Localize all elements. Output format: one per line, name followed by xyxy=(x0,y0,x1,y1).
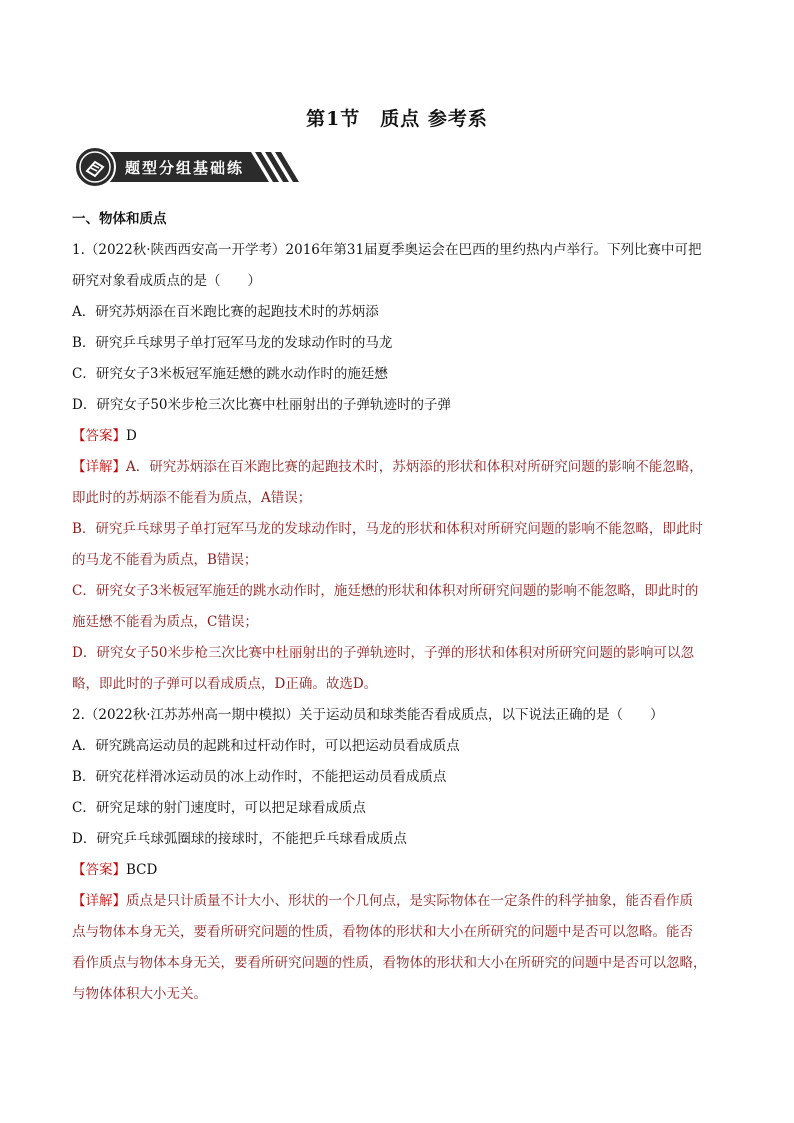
option-c: C．研究足球的射门速度时，可以把足球看成质点 xyxy=(72,800,366,816)
banner-label: 题型分组基础练 xyxy=(125,159,245,177)
detail-line: 看作质点与物体本身无关，要看所研究问题的性质，看物体的形状和大小在所研究的问题中是否可以忽略， xyxy=(72,955,707,971)
detail-line: 【详解】质点是只计质量不计大小、形状的一个几何点，是实际物体在一定条件的科学抽象，能否看作质 xyxy=(72,893,693,909)
document-body xyxy=(72,204,732,1010)
detail-line: 即此时的苏炳添不能看为质点，A错误； xyxy=(72,490,312,506)
option-c: C．研究女子3米板冠军施廷懋的跳水动作时的施廷懋 xyxy=(72,366,388,382)
option-a: A．研究苏炳添在百米跑比赛的起跑技术时的苏炳添 xyxy=(72,304,379,320)
question-2 xyxy=(72,700,732,1010)
detail-line: 的马龙不能看为质点，B错误； xyxy=(72,552,258,568)
answer-line xyxy=(72,855,732,886)
question-1 xyxy=(72,235,732,700)
option-b: B．研究花样滑冰运动员的冰上动作时，不能把运动员看成质点 xyxy=(72,769,447,785)
section-banner xyxy=(73,146,303,188)
detail-line: D．研究女子50米步枪三次比赛中杜丽射出的子弹轨迹时，子弹的形状和体积对所研究问题的影响可以忽 xyxy=(72,645,695,661)
detail-line: 略，即此时的子弹可以看成质点，D正确。故选D。 xyxy=(72,676,378,692)
answer-value: D xyxy=(126,428,137,444)
answer-line xyxy=(72,421,732,452)
answer-tag: 【答案】 xyxy=(72,428,126,444)
detail-line: 点与物体本身无关，要看所研究问题的性质，看物体的形状和大小在所研究的问题中是否可以忽略。能否 xyxy=(72,924,693,940)
detail-line: B．研究乒乓球男子单打冠军马龙的发球动作时，马龙的形状和体积对所研究问题的影响不能忽略，即此时 xyxy=(72,521,703,537)
page-title: 第1节 质点 参考系 xyxy=(306,108,488,130)
detail-line: 与物体体积大小无关。 xyxy=(72,986,207,1002)
option-b: B．研究乒乓球男子单打冠军马龙的发球动作时的马龙 xyxy=(72,335,393,351)
detail-tag: 【详解】 xyxy=(72,893,126,909)
question-stem: 1.（2022秋·陕西西安高一开学考）2016年第31届夏季奥运会在巴西的里约热内卢举行。下列比赛中可把 xyxy=(72,242,702,258)
detail-tag: 【详解】 xyxy=(72,459,126,475)
option-d: D．研究女子50米步枪三次比赛中杜丽射出的子弹轨迹时的子弹 xyxy=(72,397,452,413)
detail-line: 施廷懋不能看为质点，C错误； xyxy=(72,614,258,630)
option-a: A．研究跳高运动员的起跳和过杆动作时，可以把运动员看成质点 xyxy=(72,738,460,754)
answer-tag: 【答案】 xyxy=(72,862,126,878)
question-stem: 2.（2022秋·江苏苏州高一期中模拟）关于运动员和球类能否看成质点，以下说法正确的是（ ） xyxy=(72,707,664,723)
answer-value: BCD xyxy=(126,862,158,878)
detail-line: C．研究女子3米板冠军施廷的跳水动作时，施廷懋的形状和体积对所研究问题的影响不能忽略，即此时的 xyxy=(72,583,699,599)
book-emblem-icon xyxy=(82,154,108,180)
detail-line: 【详解】A．研究苏炳添在百米跑比赛的起跑技术时，苏炳添的形状和体积对所研究问题的影响不能忽略， xyxy=(72,459,703,475)
option-d: D．研究乒乓球弧圈球的接球时，不能把乒乓球看成质点 xyxy=(72,831,407,847)
question-stem: 研究对象看成质点的是（ ） xyxy=(72,273,261,289)
section-heading: 一、物体和质点 xyxy=(72,211,167,227)
